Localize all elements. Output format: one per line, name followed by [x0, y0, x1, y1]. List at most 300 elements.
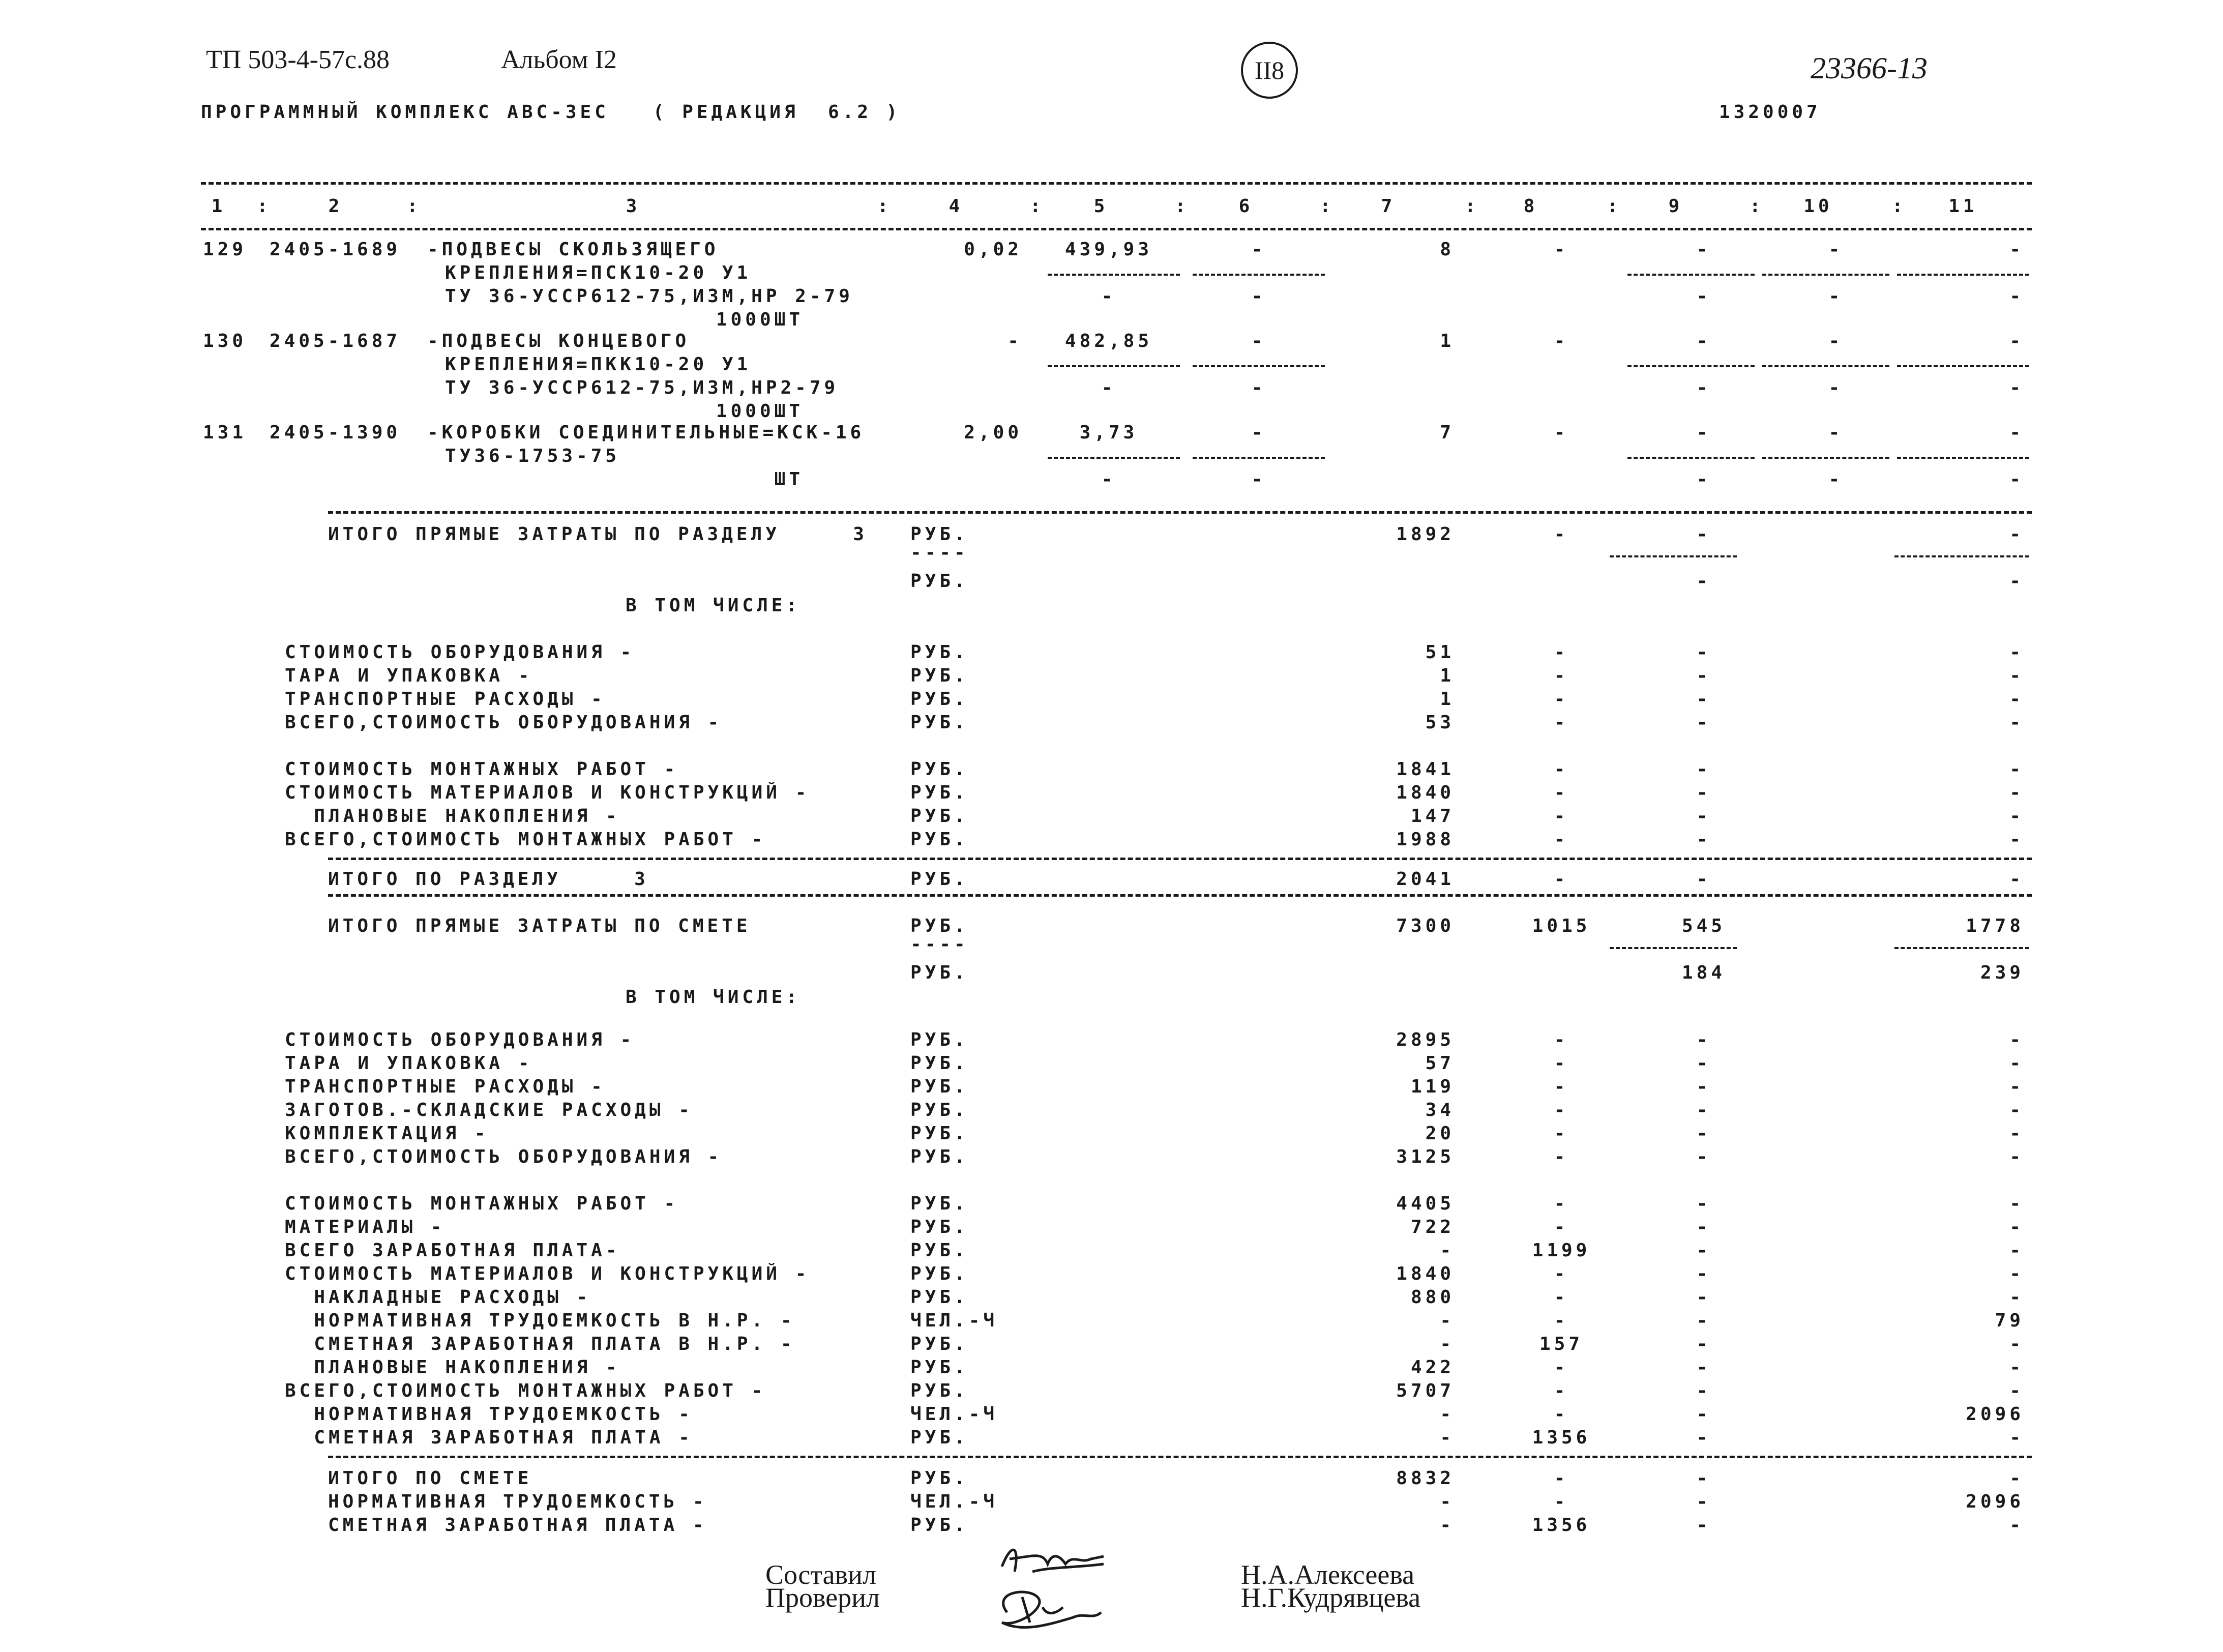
estimate-row-col11: -	[2009, 1380, 2024, 1401]
column-header-5: 5	[1093, 196, 1109, 217]
estimate-row-col8: -	[1554, 1146, 1569, 1167]
section-row-col8: -	[1554, 759, 1569, 780]
item-col8: -	[1554, 422, 1569, 443]
item-unit: 1000ШТ	[716, 401, 804, 422]
item-col8: -	[1554, 331, 1569, 351]
column-separator: :	[1320, 196, 1335, 217]
estimate-row-col9: -	[1696, 1146, 1711, 1167]
estimate-row-label: НОРМАТИВНАЯ ТРУДОЕМКОСТЬ В Н.Р. -	[285, 1310, 795, 1331]
estimate-row-label: СТОИМОСТЬ МАТЕРИАЛОВ И КОНСТРУКЦИЙ -	[285, 1263, 810, 1284]
estimate-row-col7: 20	[1425, 1123, 1455, 1144]
section-row-col11: -	[2009, 829, 2024, 850]
column-separator: :	[1030, 196, 1045, 217]
estimate-row-unit: РУБ.	[910, 1427, 969, 1448]
estimate-row-col11: -	[2009, 1123, 2024, 1144]
estimate-direct-col11-rule	[1894, 947, 2029, 949]
section-row-col11: -	[2009, 806, 2024, 827]
estimate-row-col8: -	[1554, 1029, 1569, 1050]
estimate-direct-col11: 1778	[1966, 916, 2024, 936]
item-number: 130	[202, 331, 247, 351]
estimate-row-unit: РУБ.	[910, 1193, 969, 1214]
section-direct-col8: -	[1554, 524, 1569, 545]
estimate-row-unit: РУБ.	[910, 1053, 969, 1074]
estimate-direct-col9-rule	[1610, 947, 1737, 949]
estimate-row-col7: -	[1440, 1310, 1455, 1331]
estimate-row-col11: -	[2009, 1217, 2024, 1237]
estimate-row-col8: -	[1554, 1193, 1569, 1214]
item-price: 482,85	[1064, 331, 1153, 351]
estimate-row-col11: -	[2009, 1193, 2024, 1214]
estimate-rule	[328, 894, 2032, 897]
item-col6: -	[1251, 422, 1266, 443]
checked-label: Проверил	[765, 1582, 880, 1613]
estimate-direct-col9-b: 184	[1681, 962, 1726, 983]
item-col11: -	[2009, 331, 2024, 351]
handwritten-signatures	[971, 1536, 1139, 1638]
estimate-row-unit: РУБ.	[910, 1357, 969, 1378]
estimate-row-unit: РУБ.	[910, 1146, 969, 1167]
section-row-unit: РУБ.	[910, 829, 969, 850]
final-row-col8: 1356	[1532, 1515, 1591, 1536]
section-direct-col11-rule	[1894, 555, 2029, 557]
estimate-row-col7: 722	[1410, 1217, 1455, 1237]
item-col10-rule	[1762, 457, 1889, 459]
estimate-row-label: ТРАНСПОРТНЫЕ РАСХОДЫ -	[285, 1076, 606, 1097]
section-total-rule	[328, 858, 2032, 860]
column-separator: :	[1607, 196, 1622, 217]
item-price: 439,93	[1064, 239, 1153, 260]
doc-id: 1320007	[1719, 102, 1821, 123]
estimate-row-col7: -	[1440, 1427, 1455, 1448]
estimate-row-col9: -	[1696, 1263, 1711, 1284]
item-col8: -	[1554, 239, 1569, 260]
estimate-row-label: СТОИМОСТЬ МОНТАЖНЫХ РАБОТ -	[285, 1193, 679, 1214]
column-separator: :	[1892, 196, 1907, 217]
item-col11-b: -	[2009, 469, 2024, 490]
item-unit: ШТ	[774, 469, 804, 490]
section-row-col11: -	[2009, 759, 2024, 780]
column-header-9: 9	[1668, 196, 1683, 217]
estimate-direct-unit: РУБ.	[910, 916, 969, 936]
item-name-line: -КОРОБКИ СОЕДИНИТЕЛЬНЫЕ=КСК-16	[427, 422, 865, 443]
estimate-row-col8: -	[1554, 1217, 1569, 1237]
final-row-col8: -	[1554, 1491, 1569, 1512]
estimate-row-col9: -	[1696, 1123, 1711, 1144]
estimate-direct-unit-dash: ----	[910, 934, 969, 955]
section-row-unit: РУБ.	[910, 689, 969, 710]
section-row-col7: 1841	[1396, 759, 1455, 780]
estimate-row-unit: РУБ.	[910, 1263, 969, 1284]
final-row-col11: -	[2009, 1468, 2024, 1489]
estimate-row-col9: -	[1696, 1100, 1711, 1120]
item-col10-b: -	[1828, 377, 1844, 398]
section-direct-unit-dash: ----	[910, 542, 969, 563]
estimate-row-label: НАКЛАДНЫЕ РАСХОДЫ -	[285, 1287, 591, 1308]
estimate-row-col7: 4405	[1396, 1193, 1455, 1214]
item-quantity: -	[1007, 331, 1022, 351]
item-number: 129	[202, 239, 247, 260]
v-tom-chisle-label-2: В ТОМ ЧИСЛЕ:	[626, 987, 801, 1008]
section-row-label: ПЛАНОВЫЕ НАКОПЛЕНИЯ -	[285, 806, 620, 827]
item-col6-rule	[1193, 365, 1325, 367]
compiled-name: Н.А.Алексеева	[1241, 1559, 1415, 1590]
estimate-row-col8: -	[1554, 1287, 1569, 1308]
section-row-col8: -	[1554, 829, 1569, 850]
item-col9-rule	[1627, 457, 1755, 459]
section-total-col8: -	[1554, 869, 1569, 890]
item-col6-b: -	[1251, 469, 1266, 490]
item-name-line: -ПОДВЕСЫ СКОЛЬЗЯЩЕГО	[427, 239, 719, 260]
page-number-circle	[1241, 42, 1298, 99]
estimate-row-label: ВСЕГО ЗАРАБОТНАЯ ПЛАТА-	[285, 1240, 620, 1261]
estimate-row-col11: -	[2009, 1357, 2024, 1378]
estimate-row-col7: 57	[1425, 1053, 1455, 1074]
estimate-row-unit: ЧЕЛ.-Ч	[910, 1310, 998, 1331]
section-row-unit: РУБ.	[910, 665, 969, 686]
item-col6-b: -	[1251, 377, 1266, 398]
item-price-rule	[1048, 365, 1180, 367]
item-price-b: -	[1101, 286, 1116, 307]
section-total-label: ИТОГО ПО РАЗДЕЛУ 3	[328, 869, 649, 890]
estimate-row-col8: -	[1554, 1263, 1569, 1284]
estimate-row-col11: -	[2009, 1100, 2024, 1120]
estimate-row-unit: РУБ.	[910, 1334, 969, 1354]
section-row-label: ТРАНСПОРТНЫЕ РАСХОДЫ -	[285, 689, 606, 710]
final-rule	[328, 1456, 2032, 1458]
estimate-row-col9: -	[1696, 1053, 1711, 1074]
section-rule	[328, 511, 2032, 514]
final-row-unit: РУБ.	[910, 1515, 969, 1536]
item-col10: -	[1828, 422, 1844, 443]
item-col7: 1	[1440, 331, 1455, 351]
handwritten-ref: 23366-13	[1811, 51, 1928, 85]
estimate-row-col7: -	[1440, 1404, 1455, 1425]
section-row-unit: РУБ.	[910, 782, 969, 803]
doc-code: ТП 503-4-57с.88	[206, 45, 390, 74]
section-direct-col7: 1892	[1396, 524, 1455, 545]
section-row-col9: -	[1696, 806, 1711, 827]
estimate-row-col8: -	[1554, 1357, 1569, 1378]
item-price-rule	[1048, 274, 1180, 276]
estimate-row-col9: -	[1696, 1404, 1711, 1425]
estimate-row-col11: -	[2009, 1029, 2024, 1050]
item-col9: -	[1696, 422, 1711, 443]
column-header-2: 2	[328, 196, 343, 217]
estimate-row-col9: -	[1696, 1427, 1711, 1448]
estimate-row-col11: -	[2009, 1263, 2024, 1284]
album-label: Альбом I2	[501, 45, 617, 74]
column-separator: :	[1175, 196, 1190, 217]
section-direct-unit2: РУБ.	[910, 571, 969, 592]
v-tom-chisle-label: В ТОМ ЧИСЛЕ:	[626, 595, 801, 616]
item-name-line: ТУ36-1753-75	[445, 446, 620, 466]
estimate-row-col7: -	[1440, 1240, 1455, 1261]
section-row-label: ВСЕГО,СТОИМОСТЬ МОНТАЖНЫХ РАБОТ -	[285, 829, 766, 850]
estimate-row-unit: РУБ.	[910, 1287, 969, 1308]
item-col10-b: -	[1828, 286, 1844, 307]
column-header-4: 4	[949, 196, 964, 217]
section-row-col7: 1988	[1396, 829, 1455, 850]
item-name-line: -ПОДВЕСЫ КОНЦЕВОГО	[427, 331, 690, 351]
column-header-6: 6	[1238, 196, 1254, 217]
item-col9-b: -	[1696, 377, 1711, 398]
item-col11-b: -	[2009, 286, 2024, 307]
estimate-row-col9: -	[1696, 1193, 1711, 1214]
final-row-unit: РУБ.	[910, 1468, 969, 1489]
estimate-row-col7: 2895	[1396, 1029, 1455, 1050]
final-row-label: СМЕТНАЯ ЗАРАБОТНАЯ ПЛАТА -	[328, 1515, 707, 1536]
section-row-label: СТОИМОСТЬ МАТЕРИАЛОВ И КОНСТРУКЦИЙ -	[285, 782, 810, 803]
estimate-row-label: ВСЕГО,СТОИМОСТЬ ОБОРУДОВАНИЯ -	[285, 1146, 723, 1167]
section-row-col8: -	[1554, 689, 1569, 710]
checked-name: Н.Г.Кудрявцева	[1241, 1582, 1421, 1613]
estimate-row-label: ТАРА И УПАКОВКА -	[285, 1053, 533, 1074]
estimate-row-col7: 119	[1410, 1076, 1455, 1097]
section-row-col9: -	[1696, 759, 1711, 780]
estimate-row-col8: -	[1554, 1100, 1569, 1120]
item-col9: -	[1696, 239, 1711, 260]
item-col9-b: -	[1696, 286, 1711, 307]
column-header-8: 8	[1523, 196, 1538, 217]
estimate-row-label: МАТЕРИАЛЫ -	[285, 1217, 446, 1237]
estimate-row-col11: -	[2009, 1053, 2024, 1074]
item-col6-rule	[1193, 457, 1325, 459]
estimate-row-label: ПЛАНОВЫЕ НАКОПЛЕНИЯ -	[285, 1357, 620, 1378]
estimate-row-col8: -	[1554, 1404, 1569, 1425]
estimate-row-col9: -	[1696, 1076, 1711, 1097]
section-row-col8: -	[1554, 642, 1569, 663]
column-header-3: 3	[626, 196, 641, 217]
item-name-line: ТУ 36-УССР612-75,ИЗМ,НР2-79	[445, 377, 839, 398]
column-header-11: 11	[1948, 196, 1978, 217]
item-code: 2405-1390	[270, 422, 401, 443]
estimate-row-col8: 1356	[1532, 1427, 1591, 1448]
estimate-direct-col8: 1015	[1532, 916, 1591, 936]
estimate-row-col11: 79	[1995, 1310, 2024, 1331]
estimate-direct-col11-b: 239	[1980, 962, 2024, 983]
column-header-rule	[201, 228, 2032, 230]
section-row-unit: РУБ.	[910, 642, 969, 663]
item-col6-rule	[1193, 274, 1325, 276]
item-col11: -	[2009, 422, 2024, 443]
column-separator: :	[407, 196, 422, 217]
section-row-col7: 147	[1410, 806, 1455, 827]
section-row-unit: РУБ.	[910, 759, 969, 780]
estimate-row-col7: 5707	[1396, 1380, 1455, 1401]
estimate-direct-unit2: РУБ.	[910, 962, 969, 983]
estimate-row-unit: РУБ.	[910, 1029, 969, 1050]
section-row-col9: -	[1696, 782, 1711, 803]
item-col11-b: -	[2009, 377, 2024, 398]
column-separator: :	[1465, 196, 1479, 217]
estimate-row-unit: РУБ.	[910, 1123, 969, 1144]
section-row-col11: -	[2009, 665, 2024, 686]
item-name-line: ТУ 36-УССР612-75,ИЗМ,НР 2-79	[445, 286, 853, 307]
section-row-col9: -	[1696, 829, 1711, 850]
estimate-row-col11: -	[2009, 1240, 2024, 1261]
item-code: 2405-1687	[270, 331, 401, 351]
estimate-row-col8: -	[1554, 1310, 1569, 1331]
section-direct-col11-b: -	[2009, 571, 2024, 592]
estimate-row-label: ВСЕГО,СТОИМОСТЬ МОНТАЖНЫХ РАБОТ -	[285, 1380, 766, 1401]
program-title: ПРОГРАММНЫЙ КОМПЛЕКС АВС-3ЕС ( РЕДАКЦИЯ 6.2 )	[201, 102, 901, 123]
section-row-col9: -	[1696, 689, 1711, 710]
estimate-row-col7: 1840	[1396, 1263, 1455, 1284]
column-separator: :	[257, 196, 272, 217]
estimate-row-col7: 34	[1425, 1100, 1455, 1120]
estimate-row-col9: -	[1696, 1240, 1711, 1261]
section-direct-unit: РУБ.	[910, 524, 969, 545]
section-row-col9: -	[1696, 665, 1711, 686]
item-col11-rule	[1897, 274, 2029, 276]
item-col10-b: -	[1828, 469, 1844, 490]
final-row-label: НОРМАТИВНАЯ ТРУДОЕМКОСТЬ -	[328, 1491, 707, 1512]
estimate-row-unit: РУБ.	[910, 1380, 969, 1401]
estimate-row-col7: 880	[1410, 1287, 1455, 1308]
item-col11-rule	[1897, 365, 2029, 367]
item-col10: -	[1828, 331, 1844, 351]
estimate-row-unit: ЧЕЛ.-Ч	[910, 1404, 998, 1425]
estimate-direct-label: ИТОГО ПРЯМЫЕ ЗАТРАТЫ ПО СМЕТЕ	[328, 916, 751, 936]
section-row-col7: 1	[1440, 689, 1455, 710]
section-row-col11: -	[2009, 782, 2024, 803]
column-separator: :	[877, 196, 892, 217]
section-row-col9: -	[1696, 712, 1711, 733]
section-row-unit: РУБ.	[910, 806, 969, 827]
section-row-label: ТАРА И УПАКОВКА -	[285, 665, 533, 686]
item-price-rule	[1048, 457, 1180, 459]
section-row-col8: -	[1554, 712, 1569, 733]
item-col10-rule	[1762, 274, 1889, 276]
estimate-row-col11: -	[2009, 1146, 2024, 1167]
table-top-rule	[201, 182, 2032, 185]
section-row-label: СТОИМОСТЬ ОБОРУДОВАНИЯ -	[285, 642, 635, 663]
item-col11: -	[2009, 239, 2024, 260]
section-row-col11: -	[2009, 642, 2024, 663]
column-header-7: 7	[1381, 196, 1396, 217]
item-price-b: -	[1101, 377, 1116, 398]
section-row-col7: 53	[1425, 712, 1455, 733]
estimate-row-label: СМЕТНАЯ ЗАРАБОТНАЯ ПЛАТА -	[285, 1427, 693, 1448]
estimate-row-label: СТОИМОСТЬ ОБОРУДОВАНИЯ -	[285, 1029, 635, 1050]
section-direct-col9-rule	[1610, 555, 1737, 557]
section-row-unit: РУБ.	[910, 712, 969, 733]
estimate-direct-col9: 545	[1681, 916, 1726, 936]
section-total-col9: -	[1696, 869, 1711, 890]
final-row-col9: -	[1696, 1491, 1711, 1512]
section-row-col7: 1	[1440, 665, 1455, 686]
compiled-label: Составил	[765, 1559, 876, 1590]
item-code: 2405-1689	[270, 239, 401, 260]
estimate-row-unit: РУБ.	[910, 1076, 969, 1097]
item-number: 131	[202, 422, 247, 443]
final-row-col7: 8832	[1396, 1468, 1455, 1489]
estimate-row-label: СМЕТНАЯ ЗАРАБОТНАЯ ПЛАТА В Н.Р. -	[285, 1334, 795, 1354]
estimate-row-col11: -	[2009, 1076, 2024, 1097]
section-row-label: ВСЕГО,СТОИМОСТЬ ОБОРУДОВАНИЯ -	[285, 712, 723, 733]
estimate-row-col11: -	[2009, 1334, 2024, 1354]
final-row-col8: -	[1554, 1468, 1569, 1489]
item-col6: -	[1251, 331, 1266, 351]
section-row-col8: -	[1554, 665, 1569, 686]
final-row-col11: -	[2009, 1515, 2024, 1536]
item-col9: -	[1696, 331, 1711, 351]
item-col9-rule	[1627, 365, 1755, 367]
estimate-row-col9: -	[1696, 1287, 1711, 1308]
estimate-row-col8: -	[1554, 1076, 1569, 1097]
estimate-row-label: КОМПЛЕКТАЦИЯ -	[285, 1123, 489, 1144]
section-row-col11: -	[2009, 689, 2024, 710]
estimate-row-unit: РУБ.	[910, 1100, 969, 1120]
item-price: 3,73	[1079, 422, 1138, 443]
item-col9-b: -	[1696, 469, 1711, 490]
section-row-col8: -	[1554, 782, 1569, 803]
item-col10: -	[1828, 239, 1844, 260]
item-price-b: -	[1101, 469, 1116, 490]
item-col10-rule	[1762, 365, 1889, 367]
column-header-10: 10	[1803, 196, 1833, 217]
estimate-row-label: ЗАГОТОВ.-СКЛАДСКИЕ РАСХОДЫ -	[285, 1100, 693, 1120]
page-number: II8	[1254, 56, 1285, 84]
item-quantity: 2,00	[964, 422, 1022, 443]
section-row-col9: -	[1696, 642, 1711, 663]
estimate-row-col8: 1199	[1532, 1240, 1591, 1261]
item-name-line: КРЕПЛЕНИЯ=ПСК10-20 У1	[445, 262, 752, 283]
section-row-col8: -	[1554, 806, 1569, 827]
item-col9-rule	[1627, 274, 1755, 276]
item-col11-rule	[1897, 457, 2029, 459]
section-total-col7: 2041	[1396, 869, 1455, 890]
item-quantity: 0,02	[964, 239, 1022, 260]
final-row-col11: 2096	[1966, 1491, 2024, 1512]
estimate-row-col7: -	[1440, 1334, 1455, 1354]
section-direct-col9: -	[1696, 524, 1711, 545]
estimate-row-unit: РУБ.	[910, 1217, 969, 1237]
section-total-unit: РУБ.	[910, 869, 969, 890]
estimate-row-col8: -	[1554, 1380, 1569, 1401]
estimate-row-col8: 157	[1539, 1334, 1584, 1354]
final-row-label: ИТОГО ПО СМЕТЕ	[328, 1468, 532, 1489]
section-row-label: СТОИМОСТЬ МОНТАЖНЫХ РАБОТ -	[285, 759, 679, 780]
estimate-row-col11: -	[2009, 1427, 2024, 1448]
item-col7: 8	[1440, 239, 1455, 260]
section-direct-col11: -	[2009, 524, 2024, 545]
final-row-col7: -	[1440, 1515, 1455, 1536]
item-col6-b: -	[1251, 286, 1266, 307]
section-row-col7: 1840	[1396, 782, 1455, 803]
final-row-col7: -	[1440, 1491, 1455, 1512]
estimate-row-col9: -	[1696, 1217, 1711, 1237]
item-unit: 1000ШТ	[716, 309, 804, 330]
estimate-row-col9: -	[1696, 1334, 1711, 1354]
estimate-row-col9: -	[1696, 1380, 1711, 1401]
final-row-col9: -	[1696, 1468, 1711, 1489]
column-separator: :	[1750, 196, 1764, 217]
estimate-row-label: НОРМАТИВНАЯ ТРУДОЕМКОСТЬ -	[285, 1404, 693, 1425]
final-row-unit: ЧЕЛ.-Ч	[910, 1491, 998, 1512]
item-col6: -	[1251, 239, 1266, 260]
estimate-row-col7: 3125	[1396, 1146, 1455, 1167]
final-row-col9: -	[1696, 1515, 1711, 1536]
column-header-1: 1	[211, 196, 226, 217]
estimate-row-col7: 422	[1410, 1357, 1455, 1378]
section-row-col7: 51	[1425, 642, 1455, 663]
estimate-row-col9: -	[1696, 1029, 1711, 1050]
estimate-direct-col7: 7300	[1396, 916, 1455, 936]
section-direct-col9-b: -	[1696, 571, 1711, 592]
estimate-row-unit: РУБ.	[910, 1240, 969, 1261]
item-col7: 7	[1440, 422, 1455, 443]
